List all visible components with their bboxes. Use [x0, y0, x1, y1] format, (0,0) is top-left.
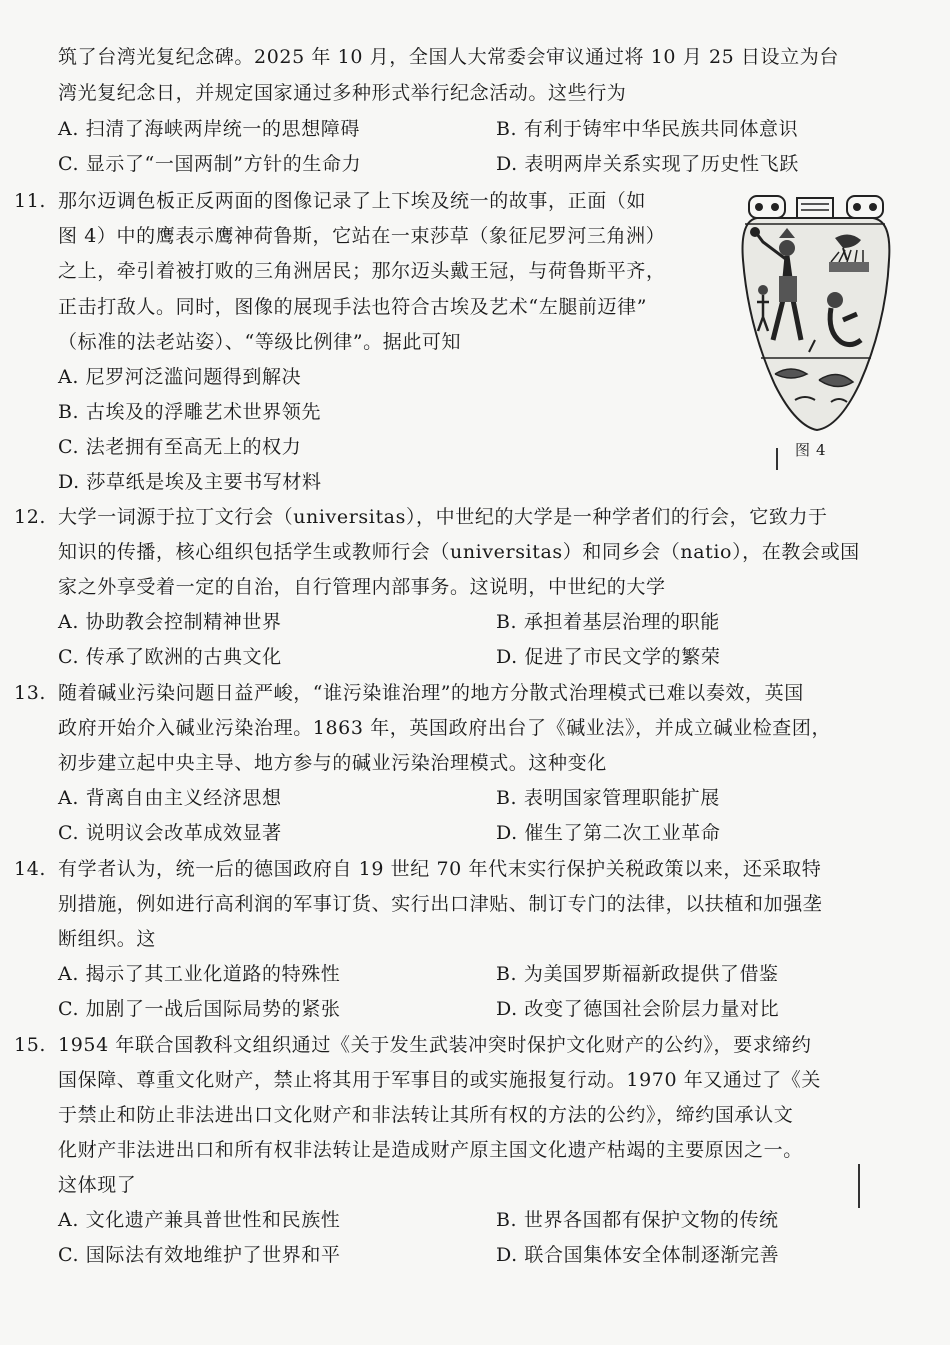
q11-option-a: A. 尼罗河泛滥问题得到解决: [58, 366, 302, 388]
q12-stem-line-1: 大学一词源于拉丁文行会（universitas），中世纪的大学是一种学者们的行会，它致力于: [58, 506, 828, 528]
q14-number: 14.: [14, 858, 47, 880]
figure-4-caption: 图 4: [795, 441, 827, 459]
q15-stem-line-4: 化财产非法进出口和所有权非法转让是造成财产原主国文化遗产枯竭的主要原因之一。: [58, 1139, 803, 1161]
q10-stem-line-1: 筑了台湾光复纪念碑。2025 年 10 月，全国人大常委会审议通过将 10 月 25 日设立为台: [58, 46, 839, 68]
scan-mark: [858, 1164, 860, 1208]
q13-option-d: D. 催生了第二次工业革命: [496, 822, 721, 844]
q12-option-c: C. 传承了欧洲的古典文化: [58, 646, 282, 668]
q11-number: 11.: [14, 190, 47, 212]
q14-option-b: B. 为美国罗斯福新政提供了借鉴: [496, 963, 779, 985]
q15-stem-line-1: 1954 年联合国教科文组织通过《关于发生武装冲突时保护文化财产的公约》，要求缔约: [58, 1034, 812, 1056]
q15-stem-line-3: 于禁止和防止非法进出口文化财产和非法转让其所有权的方法的公约》，缔约国承认文: [58, 1104, 794, 1126]
q10-option-d: D. 表明两岸关系实现了历史性飞跃: [496, 153, 799, 175]
q13-number: 13.: [14, 682, 47, 704]
q15-option-b: B. 世界各国都有保护文物的传统: [496, 1209, 779, 1231]
q13-stem-line-1: 随着碱业污染问题日益严峻，“谁污染谁治理”的地方分散式治理模式已难以奏效，英国: [58, 682, 804, 704]
q14-option-a: A. 揭示了其工业化道路的特殊性: [58, 963, 341, 985]
q12-stem-line-3: 家之外享受着一定的自治，自行管理内部事务。这说明，中世纪的大学: [58, 576, 666, 598]
q11-stem-line-3: 之上，牵引着被打败的三角洲居民；那尔迈头戴王冠，与荷鲁斯平齐，: [58, 260, 666, 282]
q12-option-d: D. 促进了市民文学的繁荣: [496, 646, 721, 668]
q14-stem-line-1: 有学者认为，统一后的德国政府自 19 世纪 70 年代末实行保护关税政策以来，还采取特: [58, 858, 822, 880]
q13-option-a: A. 背离自由主义经济思想: [58, 787, 282, 809]
q15-option-d: D. 联合国集体安全体制逐渐完善: [496, 1244, 780, 1266]
scan-mark: [776, 448, 778, 470]
q11-stem-line-4: 正击打敌人。同时，图像的展现手法也符合古埃及艺术“左腿前迈律”: [58, 296, 648, 318]
q15-stem-line-5: 这体现了: [58, 1174, 137, 1196]
q12-number: 12.: [14, 506, 47, 528]
q11-stem-line-1: 那尔迈调色板正反两面的图像记录了上下埃及统一的故事，正面（如: [58, 190, 647, 212]
q15-option-c: C. 国际法有效地维护了世界和平: [58, 1244, 341, 1266]
q14-option-d: D. 改变了德国社会阶层力量对比: [496, 998, 780, 1020]
q14-stem-line-3: 断组织。这: [58, 928, 157, 950]
q12-option-a: A. 协助教会控制精神世界: [58, 611, 282, 633]
q10-stem-line-2: 湾光复纪念日，并规定国家通过多种形式举行纪念活动。这些行为: [58, 82, 627, 104]
q10-option-b: B. 有利于铸牢中华民族共同体意识: [496, 118, 799, 140]
q11-option-d: D. 莎草纸是埃及主要书写材料: [58, 471, 322, 493]
q12-option-b: B. 承担着基层治理的职能: [496, 611, 720, 633]
q11-stem-line-2: 图 4）中的鹰表示鹰神荷鲁斯，它站在一束莎草（象征尼罗河三角洲）: [58, 225, 666, 247]
q15-stem-line-2: 国保障、尊重文化财产，禁止将其用于军事目的或实施报复行动。1970 年又通过了《关: [58, 1069, 821, 1091]
q10-option-c: C. 显示了“一国两制”方针的生命力: [58, 153, 362, 175]
q13-stem-line-2: 政府开始介入碱业污染治理。1863 年，英国政府出台了《碱业法》，并成立碱业检查团，: [58, 717, 832, 739]
q13-option-b: B. 表明国家管理职能扩展: [496, 787, 720, 809]
q11-option-b: B. 古埃及的浮雕艺术世界领先: [58, 401, 322, 423]
q15-option-a: A. 文化遗产兼具普世性和民族性: [58, 1209, 341, 1231]
q11-option-c: C. 法老拥有至高无上的权力: [58, 436, 302, 458]
q15-number: 15.: [14, 1034, 47, 1056]
q14-stem-line-2: 别措施，例如进行高利润的军事订货、实行出口津贴、制订专门的法律，以扶植和加强垄: [58, 893, 823, 915]
q13-stem-line-3: 初步建立起中央主导、地方参与的碱业污染治理模式。这种变化: [58, 752, 607, 774]
narmer-palette-figure: [735, 190, 895, 435]
q10-option-a: A. 扫清了海峡两岸统一的思想障碍: [58, 118, 361, 140]
q13-option-c: C. 说明议会改革成效显著: [58, 822, 282, 844]
q12-stem-line-2: 知识的传播，核心组织包括学生或教师行会（universitas）和同乡会（natio），在教会或国: [58, 541, 860, 563]
q11-stem-line-5: （标准的法老站姿）、“等级比例律”。据此可知: [58, 331, 462, 353]
q14-option-c: C. 加剧了一战后国际局势的紧张: [58, 998, 341, 1020]
